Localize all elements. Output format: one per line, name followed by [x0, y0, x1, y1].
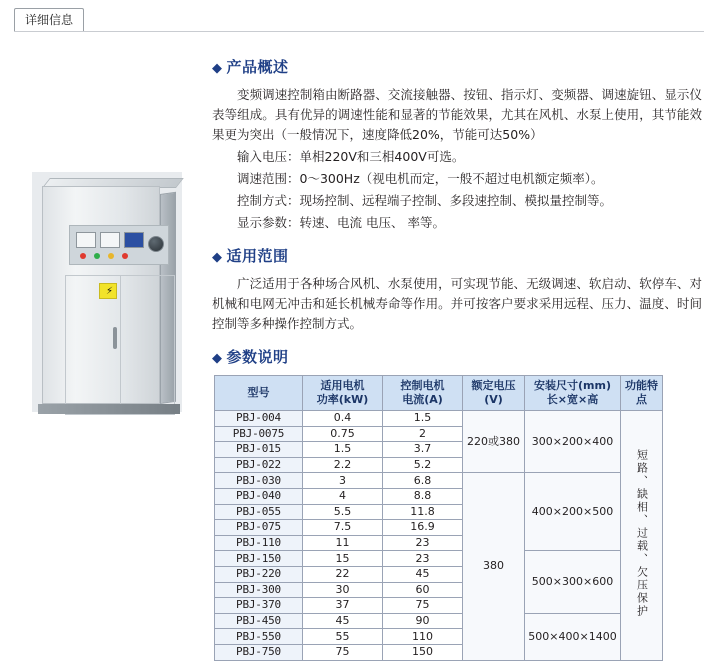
cell-model: PBJ-015 — [215, 442, 303, 458]
section-title: 产品概述 — [226, 58, 289, 76]
cell-power: 55 — [303, 629, 383, 645]
cell-model: PBJ-750 — [215, 644, 303, 660]
cell-voltage: 380 — [463, 473, 525, 660]
cell-feature — [621, 411, 663, 661]
cell-power: 3 — [303, 473, 383, 489]
column-header-size: 安装尺寸(mm) 长×宽×高 — [525, 376, 621, 411]
diamond-icon: ◆ — [212, 250, 223, 265]
indicator-light-icon — [94, 253, 100, 259]
cell-power: 37 — [303, 598, 383, 614]
indicator-light-icon — [80, 253, 86, 259]
cell-model: PBJ-370 — [215, 598, 303, 614]
cell-power: 1.5 — [303, 442, 383, 458]
section-heading-scope — [212, 245, 702, 266]
diamond-icon: ◆ — [212, 351, 223, 366]
cell-current: 23 — [383, 551, 463, 567]
cell-model: PBJ-550 — [215, 629, 303, 645]
diamond-icon: ◆ — [212, 61, 223, 76]
cell-power: 2.2 — [303, 457, 383, 473]
column-header-feature: 功能特点 — [621, 376, 663, 411]
cell-power: 45 — [303, 613, 383, 629]
cell-current: 90 — [383, 613, 463, 629]
section-title: 适用范围 — [226, 247, 289, 265]
cell-current: 110 — [383, 629, 463, 645]
cell-current: 60 — [383, 582, 463, 598]
feature-text: 短路、缺相、过载、欠压保护 — [635, 448, 649, 618]
section-heading-overview — [212, 56, 702, 77]
cell-model: PBJ-004 — [215, 411, 303, 427]
cell-power: 4 — [303, 488, 383, 504]
article-body — [212, 56, 702, 661]
product-image — [24, 164, 204, 424]
cabinet-door-split — [120, 275, 121, 415]
table-row — [215, 613, 663, 629]
column-header-power: 适用电机 功率(kW) — [303, 376, 383, 411]
cabinet-base — [38, 404, 180, 414]
cell-size: 300×200×400 — [525, 411, 621, 473]
indicator-light-icon — [122, 253, 128, 259]
cell-model: PBJ-040 — [215, 488, 303, 504]
meter-icon — [76, 232, 96, 248]
cell-current: 6.8 — [383, 473, 463, 489]
cell-current: 2 — [383, 426, 463, 442]
cell-size: 500×400×1400 — [525, 613, 621, 660]
cell-model: PBJ-075 — [215, 520, 303, 536]
page-content — [0, 34, 718, 659]
spacer — [212, 235, 702, 245]
high-voltage-icon: ⚡ — [106, 286, 114, 297]
cell-power: 30 — [303, 582, 383, 598]
cell-size: 400×200×500 — [525, 473, 621, 551]
cell-model: PBJ-0075 — [215, 426, 303, 442]
spacer — [212, 336, 702, 346]
column-header-model: 型号 — [215, 376, 303, 411]
cell-current: 75 — [383, 598, 463, 614]
table-header-row — [215, 376, 663, 411]
cabinet-body — [42, 186, 160, 404]
cell-current: 5.2 — [383, 457, 463, 473]
spec-table — [214, 375, 663, 661]
scope-paragraph: 广泛适用于各种场合风机、水泵使用，可实现节能、无级调速、软启动、软停车、对机械和电网无冲击和延长机械寿命等作用。并可按客户要求采用远程、压力、温度、时间控制等多种操作控制方式。 — [212, 276, 702, 331]
cell-power: 0.75 — [303, 426, 383, 442]
column-header-current: 控制电机 电流(A) — [383, 376, 463, 411]
indicator-light-icon — [108, 253, 114, 259]
cell-model: PBJ-110 — [215, 535, 303, 551]
cell-power: 22 — [303, 566, 383, 582]
cell-power: 5.5 — [303, 504, 383, 520]
overview-display-params: 显示参数：转速、电流 电压、 率等。 — [237, 215, 445, 230]
cell-current: 16.9 — [383, 520, 463, 536]
cell-current: 8.8 — [383, 488, 463, 504]
cell-model: PBJ-300 — [215, 582, 303, 598]
door-handle-icon — [113, 327, 117, 349]
overview-paragraph: 变频调速控制箱由断路器、交流接触器、按钮、指示灯、变频器、调速旋钮、显示仪表等组成。具有优异的调速性能和显著的节能效果，尤其在风机、水泵上使用，其节能效果更为突出（一般情况下，速度降低20%，节能可达50%） — [212, 87, 702, 142]
cell-voltage: 220或380 — [463, 411, 525, 473]
cell-model: PBJ-150 — [215, 551, 303, 567]
cell-size: 500×300×600 — [525, 551, 621, 613]
cell-current: 3.7 — [383, 442, 463, 458]
table-row — [215, 551, 663, 567]
cell-model: PBJ-055 — [215, 504, 303, 520]
tab-bar — [14, 8, 704, 32]
cell-power: 75 — [303, 644, 383, 660]
tab-details[interactable]: 详细信息 — [14, 8, 84, 31]
speed-knob-icon — [148, 236, 164, 252]
table-body — [215, 411, 663, 661]
column-header-voltage: 额定电压 (V) — [463, 376, 525, 411]
table-row — [215, 473, 663, 489]
meter-icon — [100, 232, 120, 248]
cell-power: 7.5 — [303, 520, 383, 536]
cell-power: 0.4 — [303, 411, 383, 427]
cell-model: PBJ-030 — [215, 473, 303, 489]
section-title: 参数说明 — [226, 348, 289, 366]
cell-model: PBJ-220 — [215, 566, 303, 582]
control-panel — [69, 225, 169, 265]
cell-current: 150 — [383, 644, 463, 660]
cell-model: PBJ-450 — [215, 613, 303, 629]
table-row — [215, 411, 663, 427]
cell-power: 11 — [303, 535, 383, 551]
cell-power: 15 — [303, 551, 383, 567]
overview-speed-range: 调速范围：0～300Hz（视电机而定，一般不超过电机额定频率）。 — [237, 171, 604, 186]
tab-underline — [14, 31, 704, 32]
overview-control-mode: 控制方式：现场控制、远程端子控制、多段速控制、模拟量控制等。 — [237, 193, 613, 208]
cell-current: 23 — [383, 535, 463, 551]
cell-current: 45 — [383, 566, 463, 582]
display-screen-icon — [124, 232, 144, 248]
cell-current: 11.8 — [383, 504, 463, 520]
section-heading-params — [212, 346, 702, 367]
cell-model: PBJ-022 — [215, 457, 303, 473]
overview-input-voltage: 输入电压：单相220V和三相400V可选。 — [237, 149, 465, 164]
cell-current: 1.5 — [383, 411, 463, 427]
